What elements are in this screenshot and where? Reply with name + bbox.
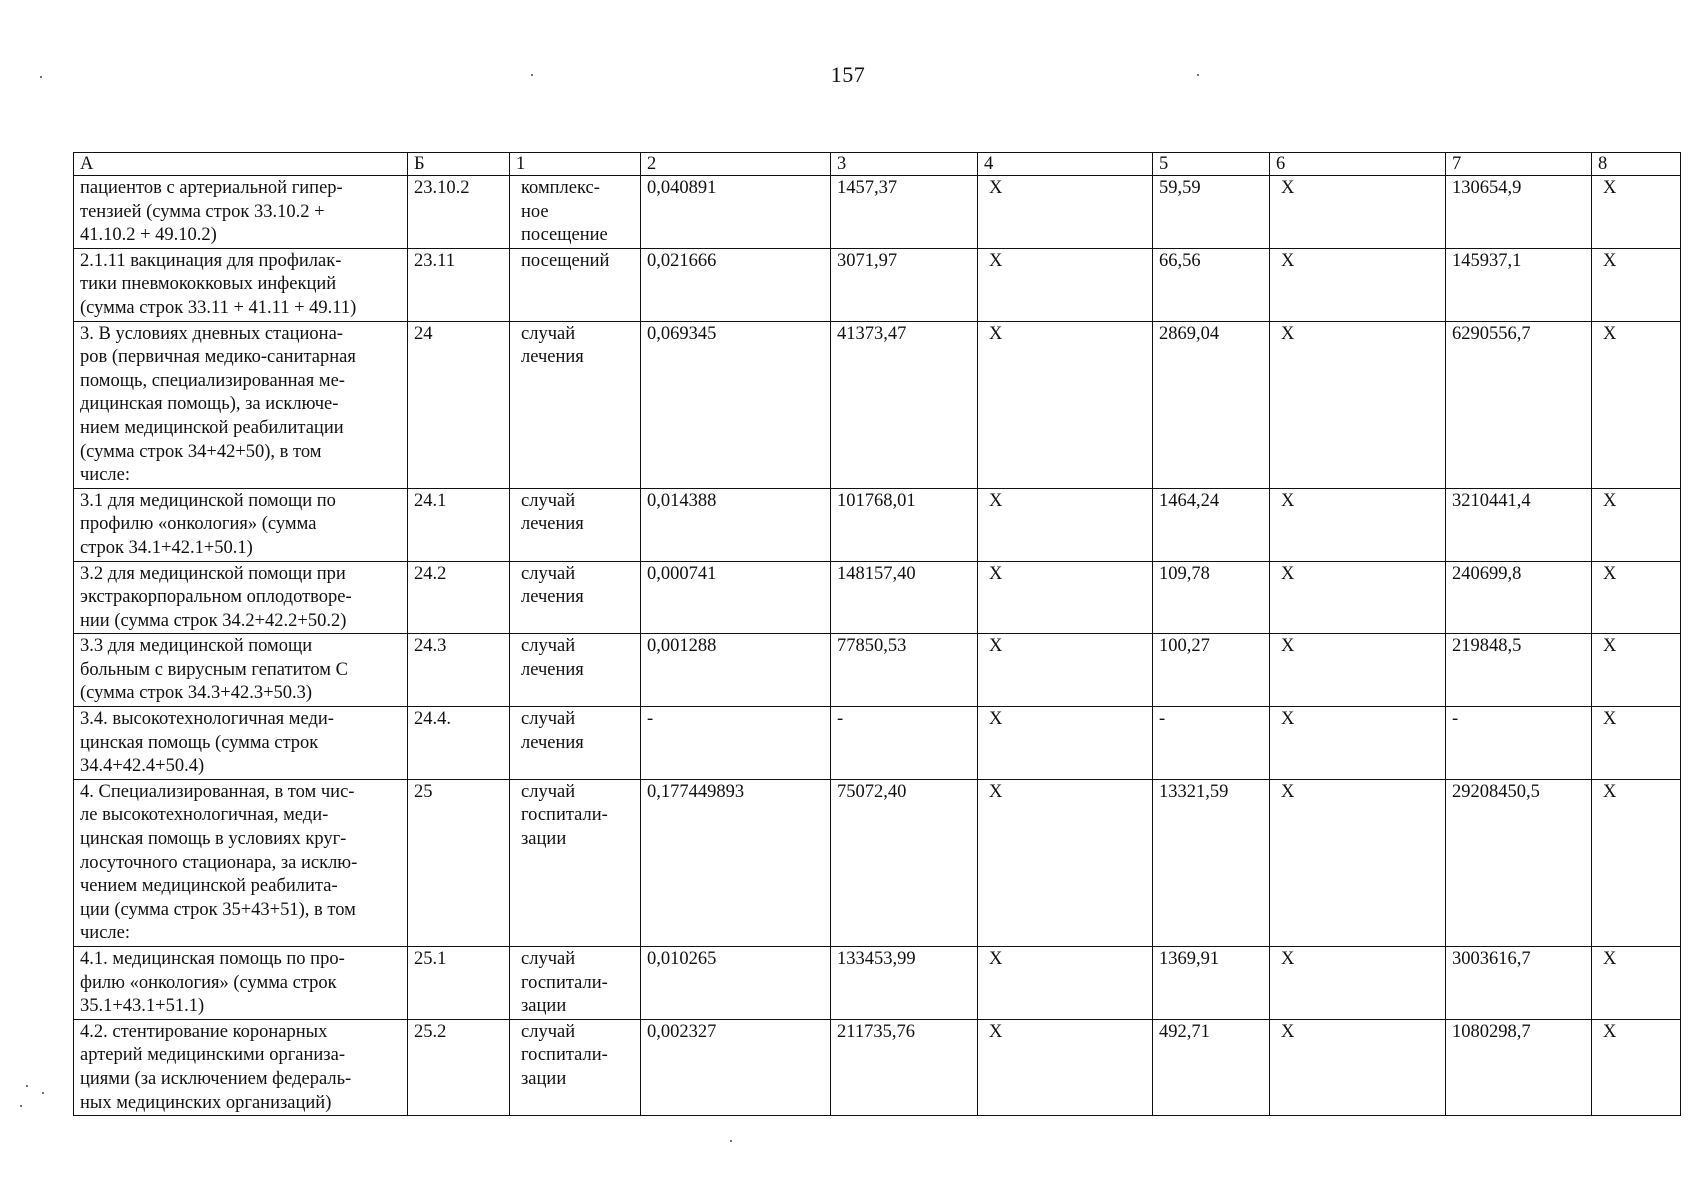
table-row	[74, 176, 1681, 249]
cell-col-5: 1369,91	[1153, 947, 1270, 1020]
row-code: 25.1	[408, 947, 510, 1020]
row-description	[74, 947, 408, 1020]
cell-col-6: X	[1270, 1019, 1446, 1115]
cell-col-5: 1464,24	[1153, 488, 1270, 561]
row-unit	[510, 561, 641, 634]
row-description-line: больным с вирусным гепатитом С	[80, 659, 348, 680]
cell-col-3: 3071,97	[831, 248, 978, 321]
row-description-line: 3.1 для медицинской помощи по	[80, 490, 336, 511]
cell-col-6: X	[1270, 488, 1446, 561]
cell-col-8: X	[1592, 707, 1681, 780]
table-row	[74, 947, 1681, 1020]
row-unit-line: посещений	[521, 250, 610, 271]
cell-col-8: X	[1592, 634, 1681, 707]
row-unit-line: зации	[521, 1068, 567, 1089]
cell-col-8: X	[1592, 176, 1681, 249]
row-description-line: 34.4+42.4+50.4)	[80, 756, 205, 777]
row-code: 24.4.	[408, 707, 510, 780]
cell-col-5: 492,71	[1153, 1019, 1270, 1115]
row-unit-line: посещение	[521, 225, 608, 246]
row-description	[74, 707, 408, 780]
cell-col-3: 211735,76	[831, 1019, 978, 1115]
column-header-5: 5	[1153, 153, 1270, 176]
column-header-b: Б	[408, 153, 510, 176]
column-header-1: 1	[510, 153, 641, 176]
cell-col-8: X	[1592, 947, 1681, 1020]
cell-col-5: 66,56	[1153, 248, 1270, 321]
row-unit-line: случай	[521, 1021, 576, 1042]
cell-col-7: 145937,1	[1446, 248, 1592, 321]
row-description	[74, 779, 408, 946]
cell-col-6: X	[1270, 947, 1446, 1020]
row-unit	[510, 947, 641, 1020]
cell-col-6: X	[1270, 561, 1446, 634]
row-description-line: цинская помощь (сумма строк	[80, 732, 319, 753]
row-description-line: тики пневмококковых инфекций	[80, 274, 337, 295]
row-description-line: 3.2 для медицинской помощи при	[80, 563, 346, 584]
row-description-line: числе:	[80, 923, 130, 944]
cell-col-3: 77850,53	[831, 634, 978, 707]
cell-col-5: 13321,59	[1153, 779, 1270, 946]
row-unit-line: случай	[521, 709, 576, 730]
row-unit	[510, 488, 641, 561]
cell-col-8: X	[1592, 248, 1681, 321]
row-unit	[510, 1019, 641, 1115]
cell-col-7: 219848,5	[1446, 634, 1592, 707]
cell-col-6: X	[1270, 321, 1446, 488]
row-unit-line: зации	[521, 996, 567, 1017]
page-number: 157	[830, 62, 866, 87]
row-unit-line: госпитали-	[521, 1045, 608, 1066]
table-row	[74, 248, 1681, 321]
cell-col-8: X	[1592, 779, 1681, 946]
table-row	[74, 779, 1681, 946]
row-unit	[510, 176, 641, 249]
row-unit-line: случай	[521, 781, 576, 802]
row-description	[74, 634, 408, 707]
table-row	[74, 488, 1681, 561]
cell-col-4: X	[978, 779, 1153, 946]
row-unit-line: случай	[521, 949, 576, 969]
row-description-line: числе:	[80, 465, 130, 486]
row-unit-line: случай	[521, 323, 576, 344]
cell-col-2: 0,021666	[641, 248, 831, 321]
row-description-line: экстракорпоральном оплодотворе-	[80, 587, 352, 608]
cell-col-6: X	[1270, 707, 1446, 780]
cell-col-4: X	[978, 707, 1153, 780]
cell-col-3: 133453,99	[831, 947, 978, 1020]
table-row	[74, 1019, 1681, 1115]
row-description-line: 4.1. медицинская помощь по про-	[80, 949, 345, 969]
row-code: 24	[408, 321, 510, 488]
cell-col-5: -	[1153, 707, 1270, 780]
row-code: 25.2	[408, 1019, 510, 1115]
cell-col-4: X	[978, 1019, 1153, 1115]
row-description-line: цинская помощь в условиях круг-	[80, 829, 347, 850]
cell-col-7: 3210441,4	[1446, 488, 1592, 561]
data-table	[73, 152, 1681, 1116]
cell-col-4: X	[978, 634, 1153, 707]
row-description-line: чением медицинской реабилита-	[80, 876, 338, 897]
column-header-a: А	[74, 153, 408, 176]
row-description-line: нием медицинской реабилитации	[80, 417, 344, 438]
cell-col-5: 109,78	[1153, 561, 1270, 634]
row-description-line: 4. Специализированная, в том чис-	[80, 781, 355, 802]
row-code: 23.11	[408, 248, 510, 321]
cell-col-4: X	[978, 561, 1153, 634]
cell-col-8: X	[1592, 561, 1681, 634]
row-description-line: (сумма строк 33.11 + 41.11 + 49.11)	[80, 297, 357, 318]
row-description-line: ров (первичная медико-санитарная	[80, 347, 356, 368]
table-body	[74, 176, 1681, 1116]
row-description	[74, 488, 408, 561]
cell-col-3: -	[831, 707, 978, 780]
row-description-line: 3.4. высокотехнологичная меди-	[80, 709, 334, 730]
row-code: 24.2	[408, 561, 510, 634]
row-description-line: ции (сумма строк 35+43+51), в том	[80, 899, 356, 920]
row-description-line: профилю «онкология» (сумма	[80, 514, 317, 535]
row-description	[74, 561, 408, 634]
cell-col-2: 0,040891	[641, 176, 831, 249]
cell-col-4: X	[978, 176, 1153, 249]
row-description-line: дицинская помощь), за исключе-	[80, 394, 339, 415]
table-row	[74, 561, 1681, 634]
cell-col-3: 148157,40	[831, 561, 978, 634]
row-description-line: 3. В условиях дневных стациона-	[80, 323, 343, 344]
scan-speck	[42, 1092, 44, 1094]
row-code: 24.3	[408, 634, 510, 707]
cell-col-7: 29208450,5	[1446, 779, 1592, 946]
column-header-6: 6	[1270, 153, 1446, 176]
row-unit-line: зации	[521, 829, 567, 850]
row-unit-line: лечения	[521, 347, 584, 368]
row-description-line: 35.1+43.1+51.1)	[80, 996, 205, 1017]
row-code: 25	[408, 779, 510, 946]
cell-col-7: 6290556,7	[1446, 321, 1592, 488]
cell-col-3: 1457,37	[831, 176, 978, 249]
row-unit-line: ное	[521, 201, 549, 222]
row-description-line: 2.1.11 вакцинация для профилак-	[80, 250, 342, 271]
cell-col-7: 240699,8	[1446, 561, 1592, 634]
table-row	[74, 707, 1681, 780]
row-description-line: циями (за исключением федераль-	[80, 1068, 352, 1089]
row-code: 24.1	[408, 488, 510, 561]
row-description-line: лосуточного стационара, за исклю-	[80, 852, 358, 873]
cell-col-2: 0,010265	[641, 947, 831, 1020]
cell-col-6: X	[1270, 176, 1446, 249]
table-row	[74, 321, 1681, 488]
row-description	[74, 321, 408, 488]
cell-col-2: 0,000741	[641, 561, 831, 634]
cell-col-5: 59,59	[1153, 176, 1270, 249]
scan-speck	[26, 1085, 28, 1087]
cell-col-2: 0,014388	[641, 488, 831, 561]
column-header-row	[74, 153, 1681, 176]
cell-col-4: X	[978, 488, 1153, 561]
row-unit	[510, 321, 641, 488]
cell-col-2: -	[641, 707, 831, 780]
cell-col-4: X	[978, 248, 1153, 321]
row-description-line: нии (сумма строк 34.2+42.2+50.2)	[80, 610, 347, 631]
scan-speck	[730, 1140, 732, 1142]
scan-speck	[40, 76, 42, 78]
row-unit	[510, 707, 641, 780]
cell-col-7: 3003616,7	[1446, 947, 1592, 1020]
cell-col-2: 0,069345	[641, 321, 831, 488]
row-description-line: помощь, специализированная ме-	[80, 370, 345, 391]
cell-col-7: 130654,9	[1446, 176, 1592, 249]
cell-col-6: X	[1270, 779, 1446, 946]
column-header-8: 8	[1592, 153, 1681, 176]
cell-col-8: X	[1592, 321, 1681, 488]
cell-col-3: 41373,47	[831, 321, 978, 488]
row-unit-line: госпитали-	[521, 805, 608, 826]
row-code: 23.10.2	[408, 176, 510, 249]
row-description-line: тензией (сумма строк 33.10.2 +	[80, 201, 325, 222]
cell-col-5: 2869,04	[1153, 321, 1270, 488]
cell-col-8: X	[1592, 488, 1681, 561]
cell-col-6: X	[1270, 248, 1446, 321]
cell-col-7: 1080298,7	[1446, 1019, 1592, 1115]
row-description	[74, 1019, 408, 1115]
scan-speck	[1197, 74, 1199, 76]
cell-col-3: 101768,01	[831, 488, 978, 561]
scan-speck	[531, 74, 533, 76]
row-unit-line: случай	[521, 636, 576, 657]
row-description-line: пациентов с артериальной гипер-	[80, 178, 343, 198]
row-description-line: 3.3 для медицинской помощи	[80, 636, 313, 657]
row-description-line: ных медицинских организаций)	[80, 1092, 332, 1113]
row-unit-line: случай	[521, 490, 576, 511]
row-description-line: ле высокотехнологичная, меди-	[80, 805, 329, 826]
row-description-line: (сумма строк 34.3+42.3+50.3)	[80, 683, 313, 704]
cell-col-8: X	[1592, 1019, 1681, 1115]
cell-col-4: X	[978, 947, 1153, 1020]
row-description-line: (сумма строк 34+42+50), в том	[80, 441, 322, 462]
row-description-line: 4.2. стентирование коронарных	[80, 1021, 328, 1042]
row-unit-line: госпитали-	[521, 972, 608, 993]
cell-col-3: 75072,40	[831, 779, 978, 946]
column-header-4: 4	[978, 153, 1153, 176]
column-header-7: 7	[1446, 153, 1592, 176]
row-description	[74, 176, 408, 249]
row-unit-line: лечения	[521, 732, 584, 753]
row-unit-line: лечения	[521, 659, 584, 680]
row-unit	[510, 779, 641, 946]
table-row	[74, 634, 1681, 707]
row-unit-line: комплекс-	[521, 178, 600, 198]
cell-col-2: 0,002327	[641, 1019, 831, 1115]
row-unit-line: лечения	[521, 587, 584, 608]
row-description-line: 41.10.2 + 49.10.2)	[80, 225, 217, 246]
row-unit-line: лечения	[521, 514, 584, 535]
cell-col-5: 100,27	[1153, 634, 1270, 707]
column-header-3: 3	[831, 153, 978, 176]
row-description	[74, 248, 408, 321]
row-unit-line: случай	[521, 563, 576, 584]
row-description-line: строк 34.1+42.1+50.1)	[80, 537, 253, 558]
cell-col-7: -	[1446, 707, 1592, 780]
cell-col-2: 0,177449893	[641, 779, 831, 946]
column-header-2: 2	[641, 153, 831, 176]
cell-col-6: X	[1270, 634, 1446, 707]
row-unit	[510, 634, 641, 707]
row-description-line: артерий медицинскими организа-	[80, 1045, 345, 1066]
row-unit	[510, 248, 641, 321]
scan-speck	[20, 1105, 22, 1107]
cell-col-2: 0,001288	[641, 634, 831, 707]
cell-col-4: X	[978, 321, 1153, 488]
row-description-line: филю «онкология» (сумма строк	[80, 972, 337, 993]
